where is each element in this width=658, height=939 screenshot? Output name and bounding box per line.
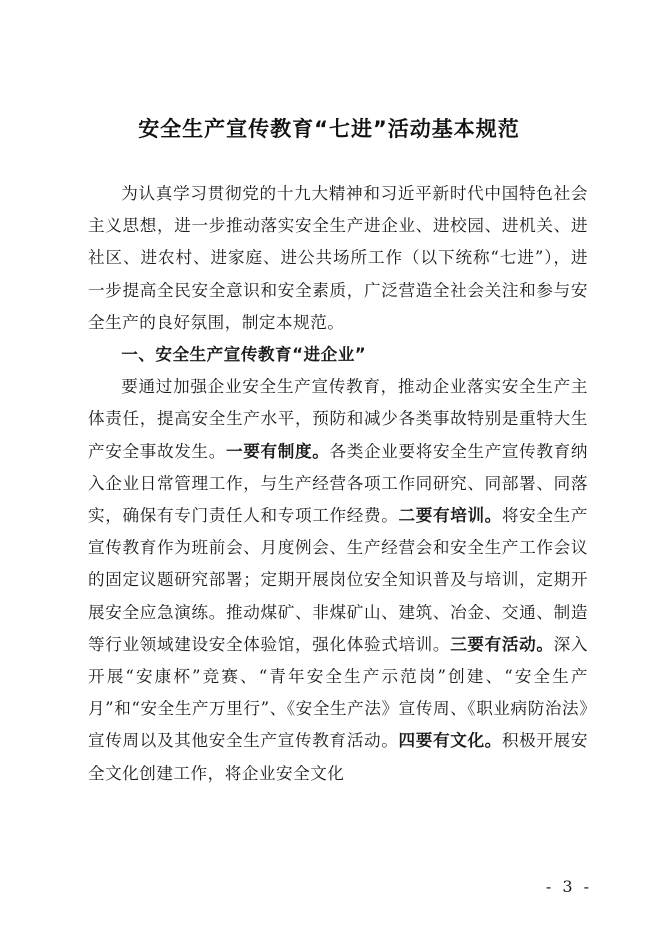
point-text: 积极开展安全文化创建工作，将企业安全文化 [88, 731, 589, 783]
document-body [88, 178, 588, 790]
section-heading: 一、安全生产宣传教育“进企业” [121, 345, 367, 365]
point-text: 深入开展“安康杯”竞赛、“青年安全生产示范岗”创建、“安全生产月”和“安全生产万里行”、《安全生产法》宣传周、《职业病防治法》宣传周以及其他安全生产宣传教育活动。 [88, 634, 589, 751]
document-title: 安全生产宣传教育“七进”活动基本规范 [138, 117, 520, 141]
point-text: 将安全生产宣传教育作为班前会、月度例会、生产经营会和安全生产工作会议的固定议题研究部署；定期开展岗位安全知识普及与培训，定期开展安全应急演练。推动煤矿、非煤矿山、建筑、冶金、交通、制造等行业领域建设安全体验馆，强化体验式培训。 [88, 506, 589, 654]
point-label: 四要有文化。 [398, 731, 502, 751]
page-number: - 3 - [545, 877, 592, 896]
intro-paragraph: 为认真学习贯彻党的十九大精神和习近平新时代中国特色社会主义思想，进一步推动落实安全生产进企业、进校园、进机关、进社区、进农村、进家庭、进公共场所工作（以下统称“七进”），进一步提高全民安全意识和安全素质，广泛营造全社会关注和参与安全生产的良好氛围，制定本规范。 [88, 184, 588, 332]
section-paragraph [88, 371, 588, 790]
section-lead-text: 要通过加强企业安全生产宣传教育，推动企业落实安全生产主体责任，提高安全生产水平，预防和减少各类事故特别是重特大生产安全事故发生。 [88, 377, 588, 461]
point-label: 二要有培训。 [398, 506, 502, 526]
point-label: 一要有制度。 [225, 441, 330, 461]
point-text: 各类企业要将安全生产宣传教育纳入企业日常管理工作，与生产经营各项工作同研究、同部署、同落实，确保有专门责任人和专项工作经费。 [88, 441, 589, 526]
point-label: 三要有活动。 [450, 634, 554, 654]
